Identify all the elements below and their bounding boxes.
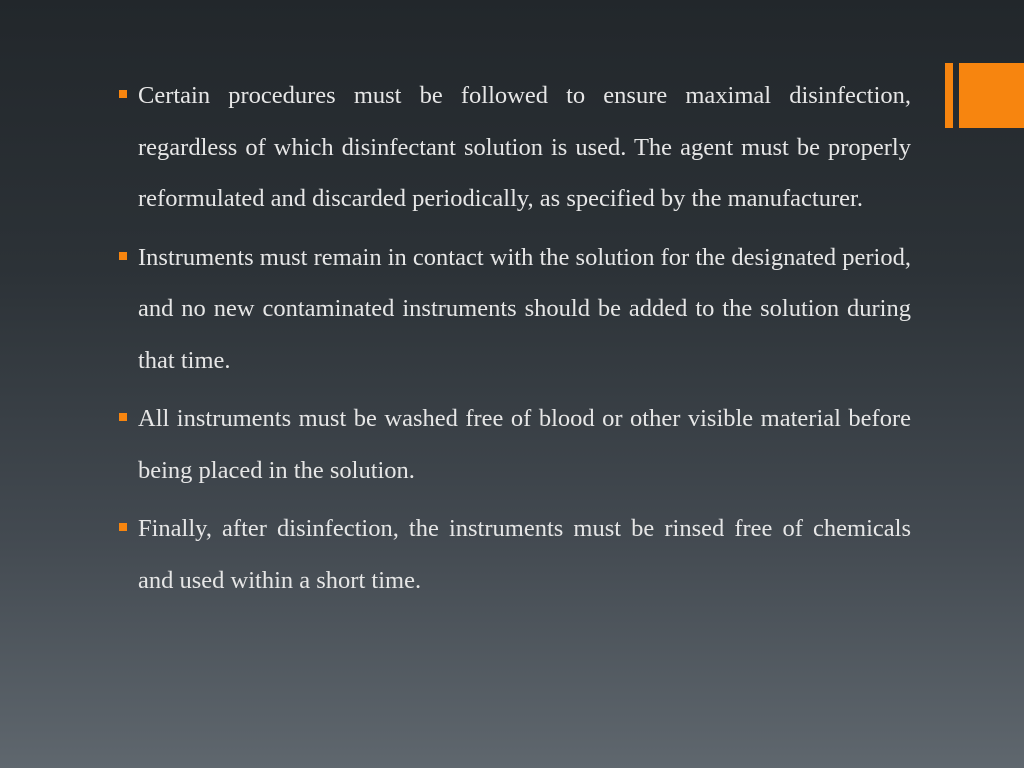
bullet-text: All instruments must be washed free of blood or other visible material before being placed in the solution.	[138, 405, 911, 484]
accent-bar-thin	[945, 63, 953, 128]
bullet-text: Instruments must remain in contact with the solution for the designated period, and no new contaminated instruments should be added to the solution during that time.	[138, 243, 911, 374]
bullet-text: Certain procedures must be followed to ensure maximal disinfection, regardless of which disinfectant solution is used. The agent must be properly reformulated and discarded periodically, as specified by the manufacturer.	[138, 82, 911, 212]
bullet-item	[138, 503, 911, 606]
bullet-item	[138, 232, 911, 387]
square-bullet-icon	[119, 90, 127, 98]
bullet-list	[138, 70, 911, 613]
accent-bar-thick	[959, 63, 1024, 128]
bullet-item	[138, 393, 911, 496]
square-bullet-icon	[119, 413, 127, 421]
square-bullet-icon	[119, 252, 127, 260]
bullet-item	[138, 70, 911, 225]
bullet-text: Finally, after disinfection, the instruments must be rinsed free of chemicals and used within a short time.	[138, 515, 911, 594]
square-bullet-icon	[119, 523, 127, 531]
